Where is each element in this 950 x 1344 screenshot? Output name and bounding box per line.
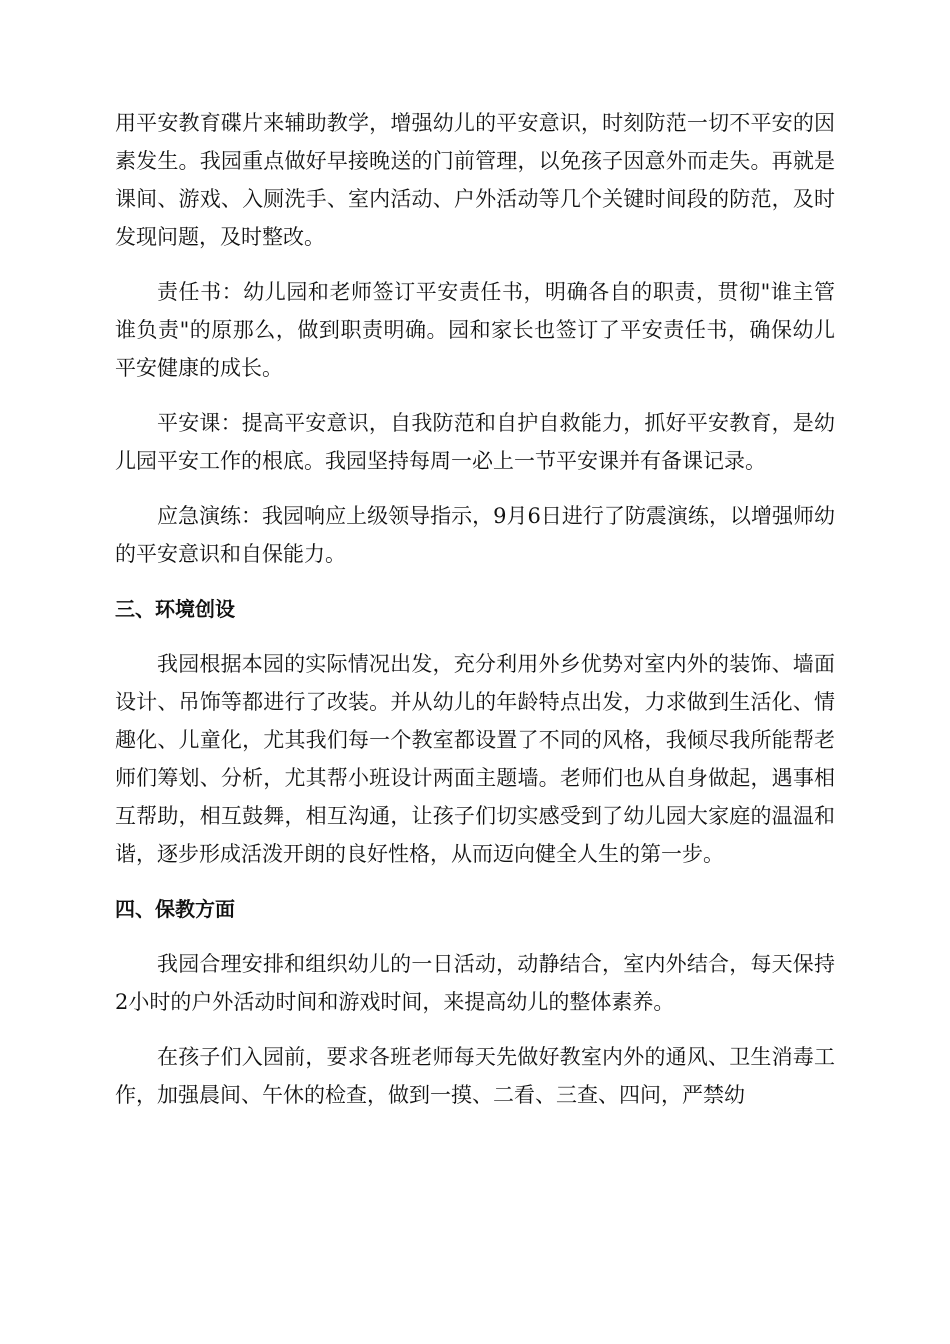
section-heading-care-education: 四、保教方面 (115, 897, 235, 921)
paragraph-safety-education: 用平安教育碟片来辅助教学，增强幼儿的平安意识，时刻防范一切不平安的因素发生。我园重点做好早接晚送的门前管理，以免孩子因意外而走失。再就是课间、游戏、入厕洗手、室内活动、户外活动等几个关键时间段的防范，及时发现问题，及时整改。 (115, 111, 835, 249)
paragraph-emergency-drill: 应急演练：我园响应上级领导指示，9月6日进行了防震演练，以增强师幼的平安意识和自保能力。 (115, 504, 835, 566)
paragraph-daily-activities: 我园合理安排和组织幼儿的一日活动，动静结合，室内外结合，每天保持2小时的户外活动时间和游戏时间，来提高幼儿的整体素养。 (115, 952, 835, 1014)
paragraph-responsibility-letter: 责任书：幼儿园和老师签订平安责任书，明确各自的职责，贯彻"谁主管谁负责"的原那么，做到职责明确。园和家长也签订了平安责任书，确保幼儿平安健康的成长。 (115, 280, 835, 380)
paragraph-hygiene-checks: 在孩子们入园前，要求各班老师每天先做好教室内外的通风、卫生消毒工作，加强晨间、午休的检查，做到一摸、二看、三查、四问，严禁幼 (115, 1045, 835, 1107)
document-page (115, 104, 835, 1131)
paragraph-safety-class: 平安课：提高平安意识，自我防范和自护自救能力，抓好平安教育，是幼儿园平安工作的根底。我园坚持每周一必上一节平安课并有备课记录。 (115, 411, 835, 473)
section-heading-environment: 三、环境创设 (115, 597, 235, 621)
paragraph-environment: 我园根据本园的实际情况出发，充分利用外乡优势对室内外的装饰、墙面设计、吊饰等都进行了改装。并从幼儿的年龄特点出发，力求做到生活化、情趣化、儿童化，尤其我们每一个教室都设置了不同的风格，我倾尽我所能帮老师们筹划、分析，尤其帮小班设计两面主题墙。老师们也从自身做起，遇事相互帮助，相互鼓舞，相互沟通，让孩子们切实感受到了幼儿园大家庭的温温和谐，逐步形成活泼开朗的良好性格，从而迈向健全人生的第一步。 (115, 652, 835, 866)
